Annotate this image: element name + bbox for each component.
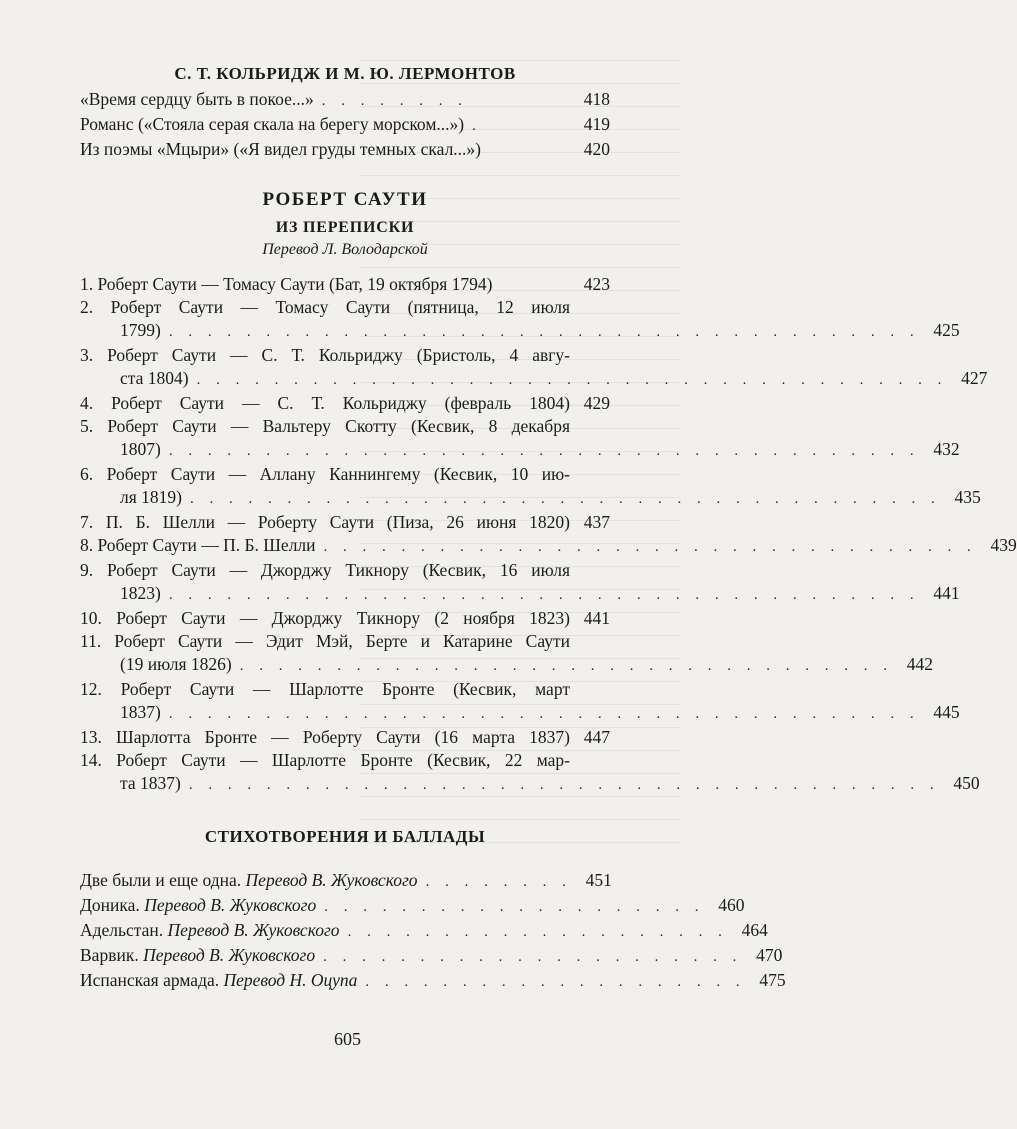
entry-page: 425 <box>933 320 960 340</box>
list-item[interactable]: 2. Роберт Саути — Томасу Саути (пятница, 12 июля 1799) . . . . . . . . . . . . . . . . . . . . . . . . . . . . . . . . . . . . . . . 425 <box>80 297 960 340</box>
entry-page: 437 <box>583 512 610 532</box>
work-title: Адельстан. <box>80 920 164 940</box>
list-item[interactable]: Адельстан. Перевод В. Жуковского . . . . . . . . . . . . . . . . . . . . 464 <box>80 920 768 940</box>
entry-title-cont: 1823) <box>120 583 161 603</box>
entry-page: 460 <box>718 895 745 915</box>
entry-title-cont: 1799) <box>120 320 161 340</box>
work-title: Две были и еще одна. <box>80 870 242 890</box>
list-item[interactable]: 5. Роберт Саути — Вальтеру Скотту (Кесвик, 8 декабря 1807) . . . . . . . . . . . . . . . . . . . . . . . . . . . . . . . . . . . . . . . 432 <box>80 416 960 459</box>
list-item[interactable] <box>80 138 610 161</box>
entry-title: 7. П. Б. Шелли — Роберту Саути (Пиза, 26 июня 1820) <box>80 512 570 532</box>
list-item[interactable] <box>80 726 610 749</box>
list-item[interactable]: 9. Роберт Саути — Джорджу Тикнору (Кесвик, 16 июля 1823) . . . . . . . . . . . . . . . . . . . . . . . . . . . . . . . . . . . . . . . 441 <box>80 560 960 603</box>
list-item[interactable]: 3. Роберт Саути — С. Т. Кольриджу (Бристоль, 4 авгу- ста 1804) . . . . . . . . . . . . . . . . . . . . . . . . . . . . . . . . . . . . . . . 427 <box>80 345 988 388</box>
list-item[interactable] <box>80 511 610 534</box>
entry-title: 6. Роберт Саути — Аллану Каннингему (Кесвик, 10 ию- <box>80 464 570 484</box>
work-title: Испанская армада. <box>80 970 220 990</box>
entry-title: 14. Роберт Саути — Шарлотте Бронте (Кесвик, 22 мар- <box>80 750 570 770</box>
entry-title: 3. Роберт Саути — С. Т. Кольриджу (Бристоль, 4 авгу- <box>80 345 570 365</box>
entry-title: «Время сердцу быть в покое...» <box>80 89 314 109</box>
list-item[interactable]: 12. Роберт Саути — Шарлотте Бронте (Кесвик, март 1837) . . . . . . . . . . . . . . . . . . . . . . . . . . . . . . . . . . . . . . . 445 <box>80 679 960 722</box>
list-item[interactable]: 6. Роберт Саути — Аллану Каннингему (Кесвик, 10 ию- ля 1819) . . . . . . . . . . . . . . . . . . . . . . . . . . . . . . . . . . . . . . . 435 <box>80 464 981 507</box>
entry-title: 2. Роберт Саути — Томасу Саути (пятница, 12 июля <box>80 297 570 317</box>
section-title-coleridge-lermontov: С. Т. КОЛЬРИДЖ И М. Ю. ЛЕРМОНТОВ <box>174 64 516 83</box>
entry-title: 5. Роберт Саути — Вальтеру Скотту (Кесвик, 8 декабря <box>80 416 570 436</box>
section3-list <box>80 869 786 994</box>
entry-page: 423 <box>583 274 610 294</box>
section1-list <box>80 88 610 161</box>
entry-page: 439 <box>990 535 1017 555</box>
entry-title-cont: 1807) <box>120 439 161 459</box>
list-item[interactable]: 8. Роберт Саути — П. Б. Шелли . . . . . . . . . . . . . . . . . . . . . . . . . . . . . . . . . . 439 <box>80 535 1017 555</box>
list-item[interactable] <box>80 392 610 415</box>
work-translator: Перевод В. Жуковского <box>245 870 418 890</box>
list-item[interactable]: Испанская армада. Перевод Н. Оцупа . . . . . . . . . . . . . . . . . . . . 475 <box>80 970 786 990</box>
entry-page: 418 <box>583 89 610 109</box>
work-translator: Перевод В. Жуковского <box>144 895 317 915</box>
work-translator: Перевод В. Жуковского <box>167 920 340 940</box>
entry-page: 420 <box>583 139 610 159</box>
entry-title: 11. Роберт Саути — Эдит Мэй, Берте и Катарине Саути <box>80 631 570 651</box>
entry-page: 451 <box>585 870 612 890</box>
page-number: 605 <box>334 1029 361 1049</box>
list-item[interactable]: 14. Роберт Саути — Шарлотте Бронте (Кесвик, 22 мар- та 1837) . . . . . . . . . . . . . . . . . . . . . . . . . . . . . . . . . . . . . . . 450 <box>80 750 980 793</box>
entry-page: 441 <box>933 583 960 603</box>
entry-title-cont: та 1837) <box>120 773 181 793</box>
list-item[interactable] <box>80 273 610 296</box>
entry-page: 435 <box>954 487 981 507</box>
translator-credit: Перевод Л. Володарской <box>262 241 428 258</box>
list-item[interactable]: «Время сердцу быть в покое...» . . . . . . . . 418 <box>80 89 610 109</box>
entry-page: 475 <box>759 970 786 990</box>
list-item[interactable]: Две были и еще одна. Перевод В. Жуковского . . . . . . . . 451 <box>80 870 612 890</box>
entry-page: 445 <box>933 702 960 722</box>
entry-title: Романс («Стояла серая скала на берегу морском...») <box>80 114 465 134</box>
entry-page: 442 <box>906 654 933 674</box>
list-item[interactable]: Варвик. Перевод В. Жуковского . . . . . . . . . . . . . . . . . . . . . . 470 <box>80 945 783 965</box>
work-translator: Перевод В. Жуковского <box>143 945 316 965</box>
section2-list <box>80 273 1017 797</box>
author-title-southey: РОБЕРТ САУТИ <box>262 189 428 210</box>
entry-title: 8. Роберт Саути — П. Б. Шелли <box>80 535 316 555</box>
work-title: Варвик. <box>80 945 139 965</box>
section-title-poems-ballads: СТИХОТВОРЕНИЯ И БАЛЛАДЫ <box>204 827 486 846</box>
entry-title-cont: 1837) <box>120 702 161 722</box>
entry-title: 9. Роберт Саути — Джорджу Тикнору (Кесвик, 16 июля <box>80 560 570 580</box>
entry-title: 1. Роберт Саути — Томасу Саути (Бат, 19 октября 1794) <box>80 274 493 294</box>
entry-title: 12. Роберт Саути — Шарлотте Бронте (Кесвик, март <box>80 679 570 699</box>
entry-title: 4. Роберт Саути — С. Т. Кольриджу (февраль 1804) <box>80 393 570 413</box>
entry-page: 447 <box>583 727 610 747</box>
toc-page <box>80 60 1017 994</box>
list-item[interactable]: Доника. Перевод В. Жуковского . . . . . . . . . . . . . . . . . . . . 460 <box>80 895 745 915</box>
entry-title: 13. Шарлотта Бронте — Роберту Саути (16 марта 1837) <box>80 727 570 747</box>
entry-page: 429 <box>583 393 610 413</box>
entry-title: 10. Роберт Саути — Джорджу Тикнору (2 ноября 1823) <box>80 608 570 628</box>
entry-page: 464 <box>741 920 768 940</box>
entry-page: 450 <box>953 773 980 793</box>
entry-title-cont: ля 1819) <box>120 487 182 507</box>
entry-page: 470 <box>756 945 783 965</box>
work-translator: Перевод Н. Оцупа <box>223 970 358 990</box>
subsection-title-correspondence: ИЗ ПЕРЕПИСКИ <box>275 219 415 236</box>
entry-page: 441 <box>583 608 610 628</box>
work-title: Доника. <box>80 895 140 915</box>
entry-page: 427 <box>961 368 988 388</box>
entry-title-cont: ста 1804) <box>120 368 189 388</box>
entry-page: 419 <box>583 114 610 134</box>
entry-title: Из поэмы «Мцыри» («Я видел груды темных скал...») <box>80 139 482 159</box>
list-item[interactable]: Романс («Стояла серая скала на берегу морском...») . 419 <box>80 114 610 134</box>
entry-page: 432 <box>933 439 960 459</box>
entry-title-cont: (19 июля 1826) <box>120 654 232 674</box>
list-item[interactable] <box>80 607 610 630</box>
list-item[interactable]: 11. Роберт Саути — Эдит Мэй, Берте и Катарине Саути (19 июля 1826) . . . . . . . . . . . . . . . . . . . . . . . . . . . . . . . . . . 442 <box>80 631 933 674</box>
